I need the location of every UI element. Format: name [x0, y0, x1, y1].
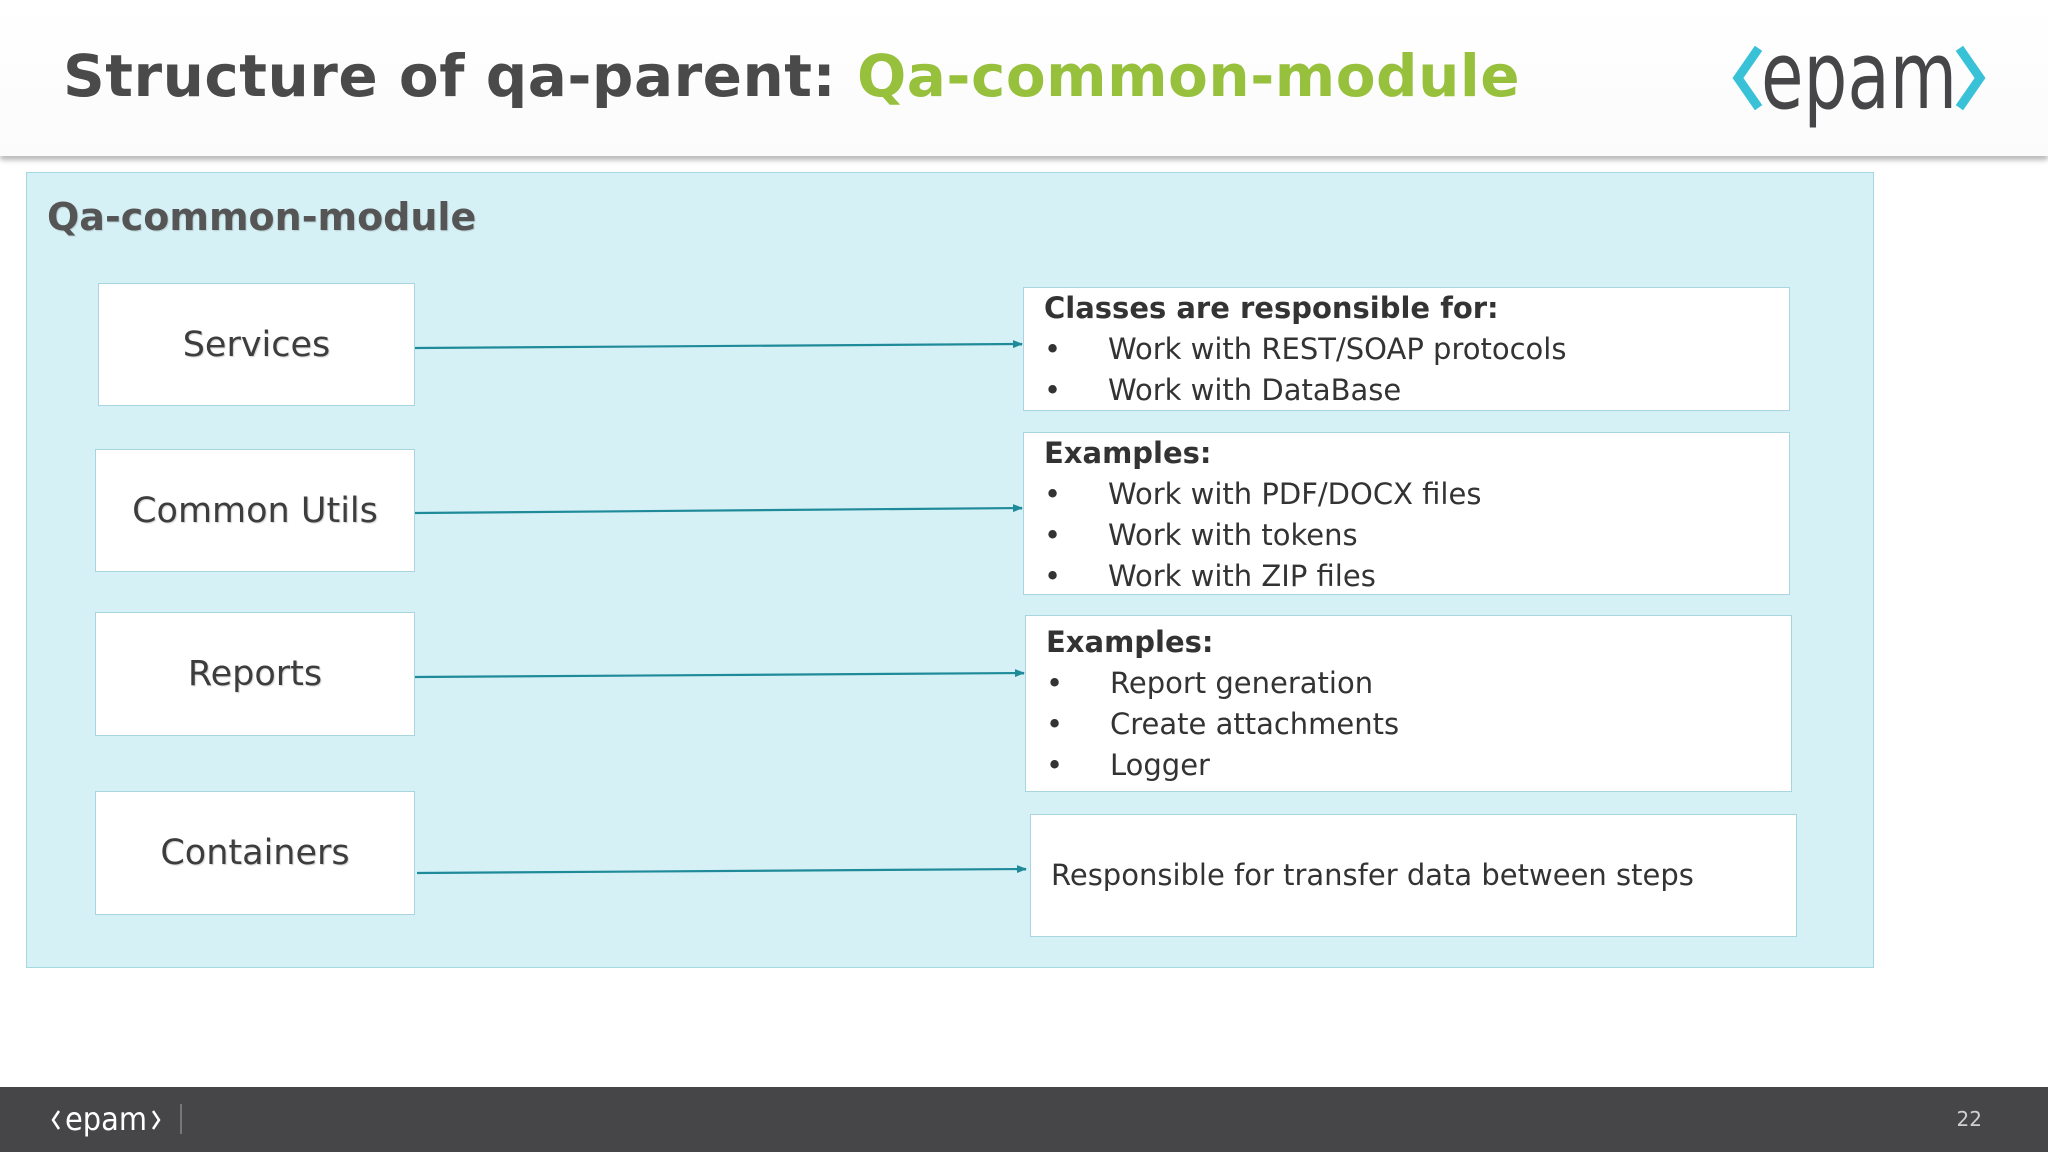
- arrow-containers: [417, 869, 1026, 873]
- arrow-reports: [415, 673, 1024, 677]
- component-label: Containers: [160, 833, 350, 873]
- description-box-containers: [1030, 814, 1797, 937]
- description-text: Responsible for transfer data between steps: [1051, 858, 1694, 892]
- list-item: • Work with PDF/DOCX files: [1044, 477, 1482, 511]
- svg-text:epam: epam: [65, 1103, 147, 1137]
- list-item: • Work with REST/SOAP protocols: [1044, 332, 1567, 366]
- arrow-common-utils: [415, 508, 1022, 513]
- list-item: • Work with ZIP files: [1044, 559, 1376, 593]
- arrow-services: [415, 344, 1022, 348]
- slide-footer: [0, 1087, 2048, 1152]
- component-box-reports: [95, 612, 415, 736]
- epam-logo: [1728, 30, 1990, 130]
- module-title: Qa-common-module: [47, 195, 477, 239]
- description-box-common-utils: [1023, 432, 1790, 595]
- component-label: Common Utils: [132, 490, 378, 531]
- title-accent: Qa-common-module: [856, 42, 1521, 110]
- component-box-services: [98, 283, 415, 406]
- component-label: Reports: [187, 654, 323, 694]
- svg-text:epam: epam: [1761, 30, 1957, 130]
- list-item: • Work with tokens: [1044, 518, 1358, 552]
- footer-divider: [180, 1104, 182, 1134]
- component-box-containers: [95, 791, 415, 915]
- title-main: Structure of qa-parent:: [63, 42, 857, 110]
- slide-title: [63, 42, 1520, 110]
- epam-logo-footer: [50, 1103, 162, 1137]
- slide-header: [0, 0, 2048, 156]
- list-item: • Work with DataBase: [1044, 373, 1402, 407]
- description-heading: Classes are responsible for:: [1044, 291, 1499, 325]
- description-heading: Examples:: [1046, 625, 1214, 659]
- list-item: • Create attachments: [1046, 707, 1400, 741]
- page-number: 22: [1956, 1107, 1982, 1131]
- description-heading: Examples:: [1044, 436, 1212, 470]
- description-box-services: [1023, 287, 1790, 411]
- description-box-reports: [1025, 615, 1792, 792]
- list-item: • Logger: [1046, 748, 1210, 782]
- list-item: • Report generation: [1046, 666, 1374, 700]
- component-box-common-utils: [95, 449, 415, 572]
- component-label: Services: [182, 324, 331, 365]
